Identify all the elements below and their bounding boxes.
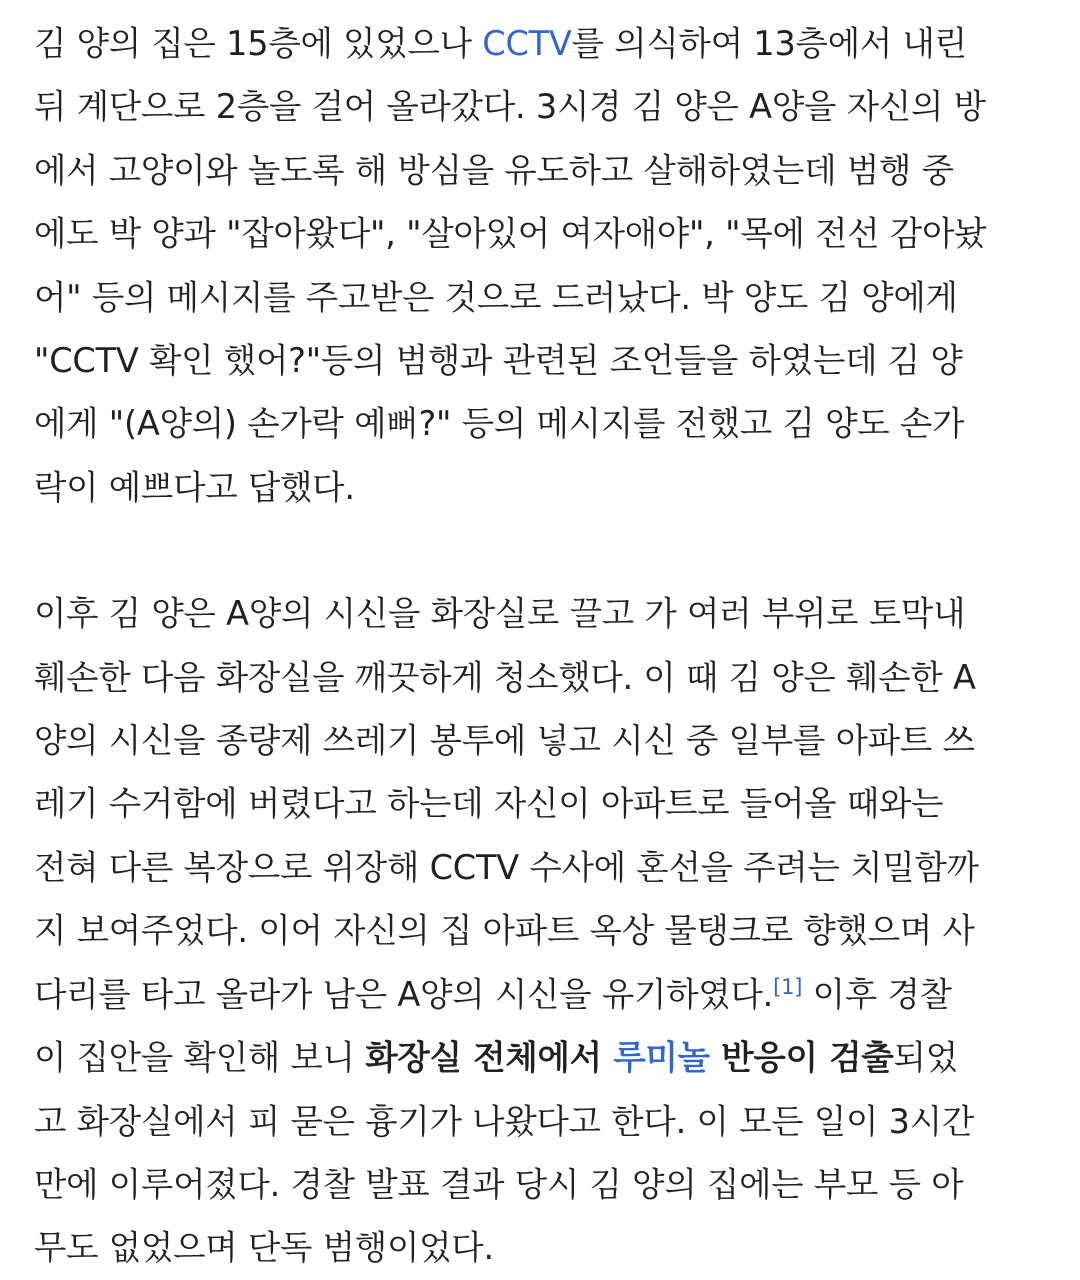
text-line: "CCTV 확인 했어?"등의 범행과 관련된 조언들을 하였는데 김 양 <box>34 341 963 381</box>
reference-link[interactable]: [1] <box>773 974 803 999</box>
paragraph-spacer <box>34 519 1064 582</box>
luminol-link[interactable]: 루미놀 <box>613 1038 710 1078</box>
paragraph-2 <box>34 582 1064 1279</box>
text-line: 양의 시신을 종량제 쓰레기 봉투에 넣고 시신 중 일부를 아파트 쓰 <box>34 721 975 761</box>
text-segment: 김 양의 집은 15층에 있었으나 <box>34 24 483 63</box>
text-line: 에게 "(A양의) 손가락 예뻐?" 등의 메시지를 전했고 김 양도 손가 <box>34 404 965 444</box>
article-body <box>34 12 1064 1280</box>
cctv-link[interactable]: CCTV <box>482 24 572 63</box>
text-line: 에도 박 양과 "잡아왔다", "살아있어 여자애야", "목에 전선 감아놨 <box>34 214 987 254</box>
text-line: 이후 김 양은 A양의 시신을 화장실로 끌고 가 여러 부위로 토막내 <box>34 594 966 634</box>
text-line <box>34 1026 1064 1089</box>
text-segment: 이 집안을 확인해 보니 <box>34 1038 366 1078</box>
text-segment: 를 의식하여 13층에서 내린 <box>571 24 967 63</box>
text-line: 만에 이루어졌다. 경찰 발표 결과 당시 김 양의 집에는 부모 등 아 <box>34 1164 964 1204</box>
text-line: 전혀 다른 복장으로 위장해 CCTV 수사에 혼선을 주려는 치밀함까 <box>34 847 979 887</box>
text-line: 락이 예쁘다고 답했다. <box>34 467 355 507</box>
text-line: 지 보여주었다. 이어 자신의 집 아파트 옥상 물탱크로 향했으며 사 <box>34 911 975 951</box>
text-line: 훼손한 다음 화장실을 깨끗하게 청소했다. 이 때 김 양은 훼손한 A <box>34 657 976 697</box>
text-segment: 다리를 타고 올라가 남은 A양의 시신을 유기하였다. <box>34 974 774 1014</box>
text-line <box>34 963 1064 1026</box>
text-segment: 이후 경찰 <box>802 974 952 1014</box>
text-line: 어" 등의 메시지를 주고받은 것으로 드러났다. 박 양도 김 양에게 <box>34 277 958 317</box>
text-line: 에서 고양이와 놀도록 해 방심을 유도하고 살해하였는데 범행 중 <box>34 150 954 190</box>
text-line: 고 화장실에서 피 묻은 흉기가 나왔다고 한다. 이 모든 일이 3시간 <box>34 1101 975 1141</box>
text-segment: 되었 <box>893 1038 958 1078</box>
text-line: 뒤 계단으로 2층을 걸어 올라갔다. 3시경 김 양은 A양을 자신의 방 <box>34 87 986 127</box>
bold-text: 반응이 검출 <box>709 1038 894 1078</box>
text-line <box>34 12 1064 75</box>
paragraph-1 <box>34 12 1064 519</box>
text-line: 레기 수거함에 버렸다고 하는데 자신이 아파트로 들어올 때와는 <box>34 784 944 824</box>
bold-text: 화장실 전체에서 <box>365 1038 614 1078</box>
text-line: 무도 없었으며 단독 범행이었다. <box>34 1228 494 1268</box>
